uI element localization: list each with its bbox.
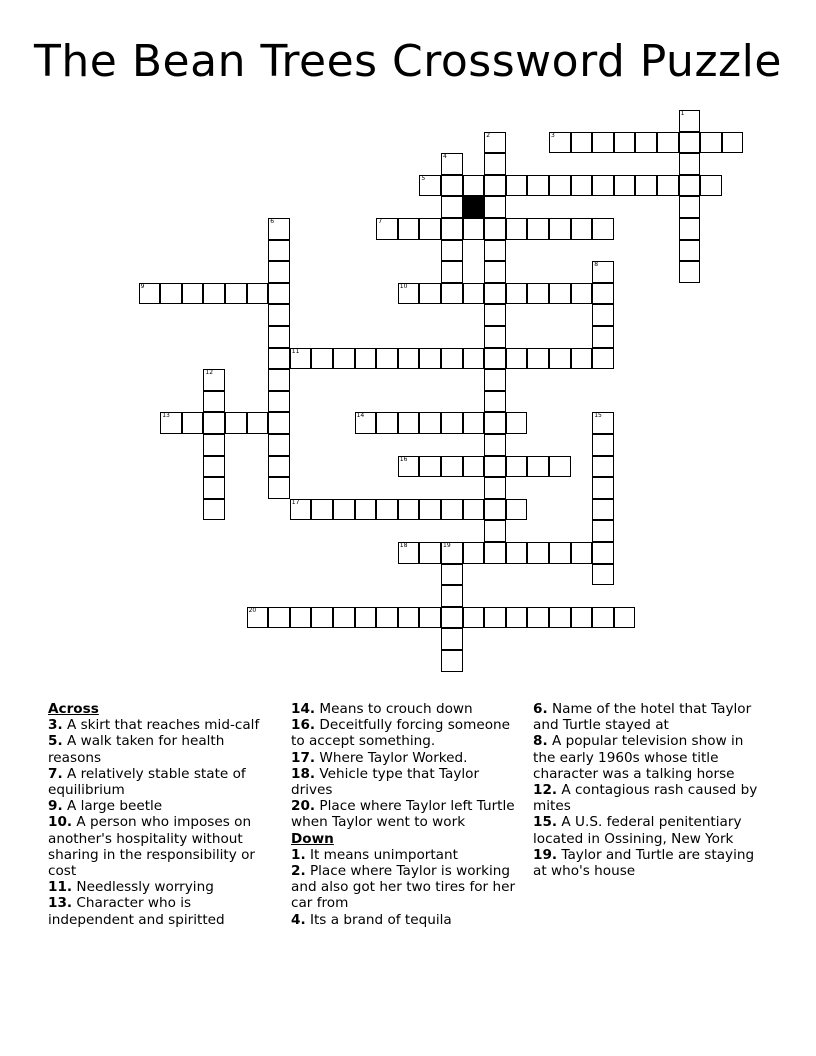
clues-column-1	[48, 701, 274, 928]
black-square	[463, 196, 485, 218]
clue-across-20: 20. Place where Taylor left Turtle when Taylor went to work	[291, 798, 515, 831]
grid-cell[interactable]	[571, 175, 593, 197]
clue-across-18: 18. Vehicle type that Taylor drives	[291, 765, 480, 799]
grid-cell[interactable]	[398, 412, 420, 434]
grid-cell[interactable]	[571, 542, 593, 564]
grid-cell[interactable]	[635, 175, 657, 197]
grid-cell[interactable]	[484, 434, 506, 456]
grid-cell[interactable]	[484, 326, 506, 348]
grid-cell[interactable]	[484, 153, 506, 175]
grid-cell[interactable]	[463, 218, 485, 240]
grid-cell[interactable]	[592, 607, 614, 629]
clue-across-10: 10. A person who imposes on another's hospitality without sharing in the responsibility or cost	[48, 814, 256, 880]
grid-cell[interactable]	[722, 132, 744, 154]
grid-cell[interactable]	[225, 283, 247, 305]
grid-cell[interactable]	[506, 412, 528, 434]
grid-cell[interactable]	[355, 348, 377, 370]
grid-cell[interactable]	[484, 412, 506, 434]
grid-cell[interactable]	[463, 348, 485, 370]
grid-cell[interactable]	[268, 283, 290, 305]
clue-number-label: 5	[421, 174, 426, 182]
grid-cell[interactable]	[419, 499, 441, 521]
grid-cell[interactable]	[247, 607, 269, 629]
clue-across-16: 16. Deceitfully forcing someone to accept something.	[291, 717, 511, 750]
clue-number-label: 6	[270, 218, 275, 225]
grid-cell[interactable]	[182, 412, 204, 434]
grid-cell[interactable]	[700, 132, 722, 154]
clues-column-2	[291, 701, 521, 928]
grid-cell[interactable]	[398, 607, 420, 629]
clue-number-label: 7	[378, 218, 383, 225]
grid-cell[interactable]	[290, 348, 312, 370]
clue-down-4: 4. Its a brand of tequila	[291, 911, 452, 928]
grid-cell[interactable]	[182, 283, 204, 305]
grid-cell[interactable]	[419, 175, 441, 197]
grid-cell[interactable]	[268, 607, 290, 629]
grid-cell[interactable]	[441, 218, 463, 240]
grid-cell[interactable]	[441, 412, 463, 434]
grid-cell[interactable]	[463, 283, 485, 305]
grid-cell[interactable]	[549, 132, 571, 154]
grid-cell[interactable]	[268, 240, 290, 262]
grid-cell[interactable]	[419, 607, 441, 629]
grid-cell[interactable]	[398, 456, 420, 478]
clue-number-label: 18	[399, 542, 408, 549]
grid-cell[interactable]	[398, 499, 420, 521]
grid-cell[interactable]	[463, 456, 485, 478]
grid-cell[interactable]	[203, 434, 225, 456]
grid-cell[interactable]	[484, 369, 506, 391]
grid-cell[interactable]	[484, 283, 506, 305]
grid-cell[interactable]	[441, 607, 463, 629]
grid-cell[interactable]	[398, 283, 420, 305]
grid-cell[interactable]	[549, 283, 571, 305]
grid-cell[interactable]	[657, 175, 679, 197]
grid-cell[interactable]	[679, 218, 701, 240]
grid-cell[interactable]	[592, 348, 614, 370]
grid-cell[interactable]	[679, 132, 701, 154]
grid-cell[interactable]	[506, 218, 528, 240]
clue-across-13: 13. Character who is independent and spiritted	[48, 895, 225, 928]
grid-cell[interactable]	[571, 218, 593, 240]
clue-across-9: 9. A large beetle	[48, 798, 163, 815]
clue-number-label: 15	[594, 412, 602, 420]
clue-number-label: 3	[551, 131, 555, 139]
clue-down-12: 12. A contagious rash caused by mites	[533, 782, 758, 815]
grid-cell[interactable]	[527, 542, 549, 564]
grid-cell[interactable]	[441, 175, 463, 197]
grid-cell[interactable]	[311, 607, 333, 629]
grid-cell[interactable]	[484, 196, 506, 218]
grid-cell[interactable]	[592, 520, 614, 542]
grid-cell[interactable]	[484, 348, 506, 370]
grid-cell[interactable]	[592, 434, 614, 456]
clue-down-8: 8. A popular television show in the early 1960s whose title character was a talking horse	[533, 733, 744, 782]
grid-cell[interactable]	[592, 326, 614, 348]
clue-number-label: 12	[205, 369, 214, 377]
grid-cell[interactable]	[463, 607, 485, 629]
clue-number-label: 20	[248, 606, 257, 614]
clue-number-label: 11	[291, 347, 300, 355]
grid-cell[interactable]	[376, 218, 398, 240]
grid-cell[interactable]	[614, 175, 636, 197]
grid-cell[interactable]	[441, 456, 463, 478]
clue-across-7: 7. A relatively stable state of equilibrium	[48, 765, 246, 799]
grid-cell[interactable]	[592, 261, 614, 283]
grid-cell[interactable]	[484, 477, 506, 499]
grid-cell[interactable]	[441, 240, 463, 262]
grid-cell[interactable]	[549, 456, 571, 478]
grid-cell[interactable]	[268, 261, 290, 283]
grid-cell[interactable]	[268, 434, 290, 456]
grid-cell[interactable]	[592, 499, 614, 521]
grid-cell[interactable]	[571, 283, 593, 305]
grid-cell[interactable]	[484, 304, 506, 326]
grid-cell[interactable]	[484, 607, 506, 629]
clue-down-2: 2. Place where Taylor is working and also got her two tires for her car from	[291, 863, 516, 912]
grid-cell[interactable]	[592, 283, 614, 305]
grid-cell[interactable]	[441, 628, 463, 650]
clue-number-label: 4	[443, 153, 447, 161]
grid-cell[interactable]	[441, 499, 463, 521]
grid-cell[interactable]	[592, 218, 614, 240]
grid-cell[interactable]	[333, 348, 355, 370]
grid-cell[interactable]	[355, 499, 377, 521]
grid-cell[interactable]	[441, 542, 463, 564]
grid-cell[interactable]	[527, 607, 549, 629]
clue-number-label: 10	[399, 282, 408, 290]
grid-cell[interactable]	[484, 391, 506, 413]
grid-cell[interactable]	[679, 261, 701, 283]
clue-number-label: 16	[399, 455, 408, 463]
grid-cell[interactable]	[160, 412, 182, 434]
grid-cell[interactable]	[484, 240, 506, 262]
grid-cell[interactable]	[527, 348, 549, 370]
clue-number-label: 14	[356, 412, 365, 420]
down-header: Down	[291, 830, 334, 847]
grid-cell[interactable]	[484, 218, 506, 240]
grid-cell[interactable]	[419, 412, 441, 434]
grid-cell[interactable]	[441, 153, 463, 175]
grid-cell[interactable]	[592, 542, 614, 564]
grid-cell[interactable]	[484, 499, 506, 521]
grid-cell[interactable]	[139, 283, 161, 305]
grid-cell[interactable]	[268, 348, 290, 370]
across-header: Across	[48, 701, 99, 717]
page-title: The Bean Trees Crossword Puzzle	[34, 36, 782, 87]
grid-cell[interactable]	[203, 369, 225, 391]
grid-cell[interactable]	[571, 607, 593, 629]
grid-cell[interactable]	[679, 110, 701, 132]
grid-cell[interactable]	[441, 585, 463, 607]
grid-cell[interactable]	[592, 477, 614, 499]
grid-cell[interactable]	[333, 499, 355, 521]
grid-cell[interactable]	[376, 607, 398, 629]
grid-cell[interactable]	[311, 348, 333, 370]
grid-cell[interactable]	[592, 412, 614, 434]
grid-cell[interactable]	[463, 499, 485, 521]
clue-across-3: 3. A skirt that reaches mid-calf	[48, 717, 260, 734]
grid-cell[interactable]	[463, 412, 485, 434]
grid-cell[interactable]	[463, 542, 485, 564]
clue-number-label: 8	[594, 261, 599, 269]
grid-cell[interactable]	[333, 607, 355, 629]
grid-cell[interactable]	[527, 218, 549, 240]
grid-cell[interactable]	[419, 283, 441, 305]
grid-cell[interactable]	[203, 283, 225, 305]
grid-cell[interactable]	[679, 153, 701, 175]
grid-cell[interactable]	[203, 477, 225, 499]
clue-number-label: 17	[291, 498, 300, 506]
grid-cell[interactable]	[484, 261, 506, 283]
grid-cell[interactable]	[506, 348, 528, 370]
clue-down-19: 19. Taylor and Turtle are staying at who's house	[533, 846, 755, 880]
grid-cell[interactable]	[484, 542, 506, 564]
grid-cell[interactable]	[268, 391, 290, 413]
clue-number-label: 13	[162, 412, 170, 420]
grid-cell[interactable]	[290, 607, 312, 629]
grid-cell[interactable]	[484, 520, 506, 542]
grid-cell[interactable]	[657, 132, 679, 154]
grid-cell[interactable]	[506, 499, 528, 521]
clue-number-label: 9	[140, 282, 145, 290]
grid-cell[interactable]	[355, 607, 377, 629]
grid-cell[interactable]	[527, 456, 549, 478]
grid-cell[interactable]	[592, 304, 614, 326]
grid-cell[interactable]	[160, 283, 182, 305]
grid-cell[interactable]	[419, 348, 441, 370]
clue-across-11: 11. Needlessly worrying	[48, 879, 214, 896]
clue-across-14: 14. Means to crouch down	[291, 701, 473, 717]
grid-cell[interactable]	[225, 412, 247, 434]
grid-cell[interactable]	[679, 196, 701, 218]
clue-across-5: 5. A walk taken for health reasons	[48, 733, 225, 766]
clue-number-label: 2	[486, 131, 491, 139]
grid-cell[interactable]	[527, 283, 549, 305]
grid-cell[interactable]	[268, 218, 290, 240]
clue-across-17: 17. Where Taylor Worked.	[291, 749, 468, 766]
grid-cell[interactable]	[311, 499, 333, 521]
grid-cell[interactable]	[441, 650, 463, 672]
grid-cell[interactable]	[549, 607, 571, 629]
grid-cell[interactable]	[571, 132, 593, 154]
grid-cell[interactable]	[203, 499, 225, 521]
grid-cell[interactable]	[571, 348, 593, 370]
grid-cell[interactable]	[506, 456, 528, 478]
grid-cell[interactable]	[441, 283, 463, 305]
grid-cell[interactable]	[527, 175, 549, 197]
grid-cell[interactable]	[355, 412, 377, 434]
grid-cell[interactable]	[376, 412, 398, 434]
grid-cell[interactable]	[484, 456, 506, 478]
grid-cell[interactable]	[441, 348, 463, 370]
clue-number-label: 19	[443, 542, 451, 549]
grid-cell[interactable]	[419, 456, 441, 478]
grid-cell[interactable]	[203, 391, 225, 413]
grid-cell[interactable]	[506, 542, 528, 564]
clue-number-label: 1	[680, 110, 685, 117]
grid-cell[interactable]	[592, 456, 614, 478]
grid-cell[interactable]	[679, 240, 701, 262]
grid-cell[interactable]	[441, 564, 463, 586]
clue-down-1: 1. It means unimportant	[291, 846, 458, 863]
grid-cell[interactable]	[376, 348, 398, 370]
grid-cell[interactable]	[398, 348, 420, 370]
grid-cell[interactable]	[635, 132, 657, 154]
clue-down-6: 6. Name of the hotel that Taylor and Turtle stayed at	[533, 701, 752, 734]
grid-cell[interactable]	[679, 175, 701, 197]
grid-cell[interactable]	[484, 175, 506, 197]
grid-cell[interactable]	[441, 261, 463, 283]
grid-cell[interactable]	[506, 283, 528, 305]
grid-cell[interactable]	[441, 196, 463, 218]
grid-cell[interactable]	[268, 477, 290, 499]
grid-cell[interactable]	[549, 218, 571, 240]
grid-cell[interactable]	[376, 499, 398, 521]
grid-cell[interactable]	[419, 542, 441, 564]
grid-cell[interactable]	[290, 499, 312, 521]
grid-cell[interactable]	[463, 175, 485, 197]
grid-cell[interactable]	[268, 304, 290, 326]
grid-cell[interactable]	[268, 456, 290, 478]
grid-cell[interactable]	[614, 607, 636, 629]
grid-cell[interactable]	[549, 175, 571, 197]
grid-cell[interactable]	[506, 607, 528, 629]
grid-cell[interactable]	[549, 348, 571, 370]
grid-cell[interactable]	[506, 175, 528, 197]
grid-cell[interactable]	[592, 175, 614, 197]
grid-cell[interactable]	[592, 132, 614, 154]
grid-cell[interactable]	[247, 283, 269, 305]
grid-cell[interactable]	[614, 132, 636, 154]
grid-cell[interactable]	[398, 542, 420, 564]
grid-cell[interactable]	[268, 326, 290, 348]
clues-column-3	[533, 701, 768, 879]
grid-cell[interactable]	[549, 542, 571, 564]
grid-cell[interactable]	[203, 456, 225, 478]
clue-down-15: 15. A U.S. federal penitentiary located in Ossining, New York	[533, 814, 742, 847]
grid-cell[interactable]	[398, 218, 420, 240]
grid-cell[interactable]	[592, 564, 614, 586]
grid-cell[interactable]	[268, 412, 290, 434]
grid-cell[interactable]	[268, 369, 290, 391]
grid-cell[interactable]	[700, 175, 722, 197]
grid-cell[interactable]	[419, 218, 441, 240]
grid-cell[interactable]	[203, 412, 225, 434]
grid-cell[interactable]	[484, 132, 506, 154]
grid-cell[interactable]	[247, 412, 269, 434]
